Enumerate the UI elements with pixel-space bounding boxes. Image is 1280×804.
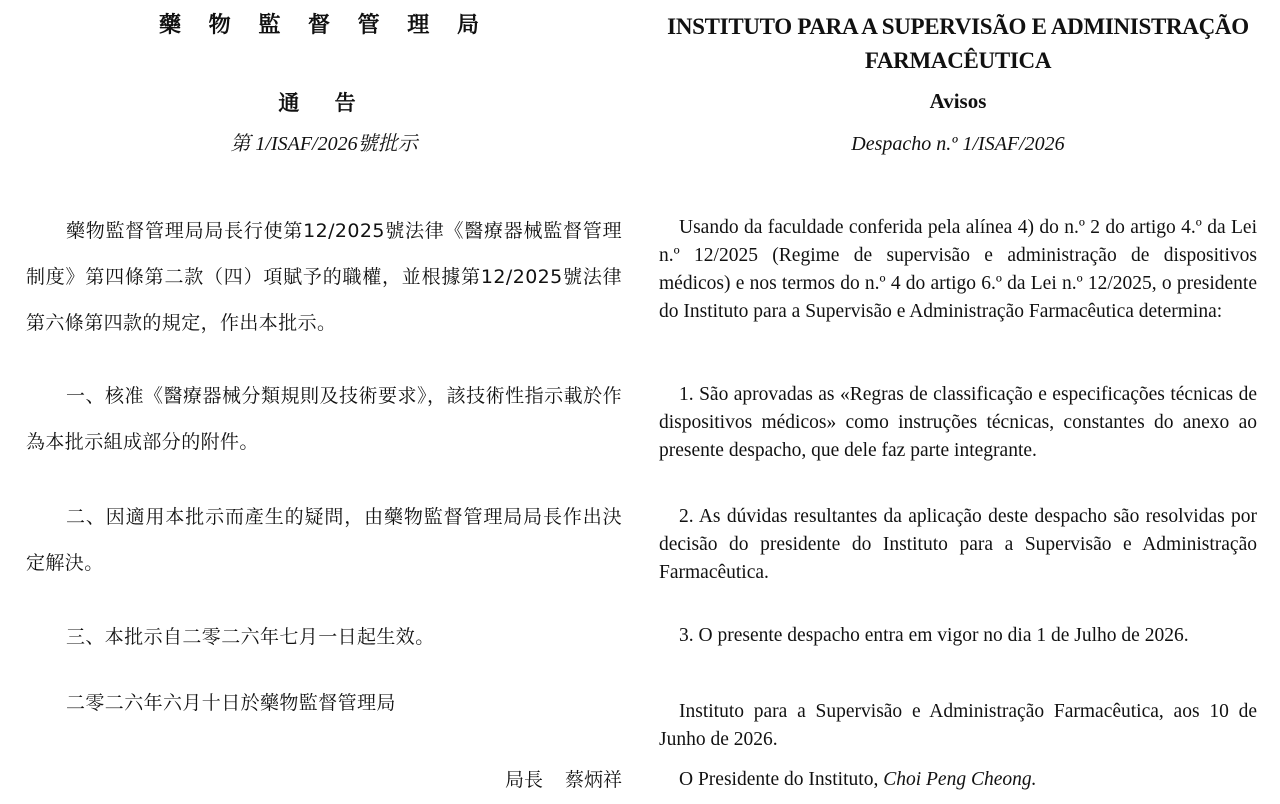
zh-signature [26,766,622,794]
pt-organization-title: INSTITUTO PARA A SUPERVISÃO E ADMINISTRAÇÃO FARMACÊUTICA [667,14,1249,73]
zh-paragraph-item-1: 一、核准《醫療器械分類規則及技術要求》，該技術性指示載於作為本批示組成部分的附件。 [26,385,622,453]
portuguese-column [659,0,1257,804]
zh-organization-title: 藥 物 監 督 管 理 局 [159,13,489,38]
chinese-column [26,0,622,804]
zh-signature-name: 蔡炳祥 [564,769,622,791]
pt-signature-title: O Presidente do Instituto, [679,769,879,790]
zh-signature-title: 局長 [504,769,543,791]
zh-notice-heading: 通 告 [278,91,370,115]
zh-paragraph-preamble: 藥物監督管理局局長行使第12/2025號法律《醫療器械監督管理制度》第四條第二款（四）項賦予的職權，並根據第12/2025號法律第六條第四款的規定，作出本批示。 [26,220,622,334]
pt-signature-name: Choi Peng Cheong. [883,769,1037,790]
pt-paragraph-item-3: 3. O presente despacho entra em vigor no dia 1 de Julho de 2026. [679,625,1189,646]
zh-paragraph-item-3: 三、本批示自二零二六年七月一日起生效。 [66,626,435,648]
pt-paragraph-item-2: 2. As dúvidas resultantes da aplicação deste despacho são resolvidas por decisão do presidente do Instituto para a Supervisão e Administração Farmacêutica. [659,506,1257,583]
pt-paragraph-preamble: Usando da faculdade conferida pela alínea 4) do n.º 2 do artigo 4.º da Lei n.º 12/2025 (Regime de supervisão e administração de dispositivos médicos) e nos termos do n.º 4 do artigo 6.º da Lei n.º 12/2025, o presidente do Instituto para a Supervisão e Administração Farmacêutica determina: [659,217,1257,322]
zh-dispatch-reference: 第 1/ISAF/2026號批示 [230,133,418,155]
pt-place-date: Instituto para a Supervisão e Administração Farmacêutica, aos 10 de Junho de 2026. [659,701,1257,750]
pt-signature [659,766,1257,794]
pt-notice-heading: Avisos [929,89,987,113]
zh-paragraph-item-2: 二、因適用本批示而產生的疑問，由藥物監督管理局局長作出決定解決。 [26,506,622,574]
pt-dispatch-reference: Despacho n.º 1/ISAF/2026 [851,133,1065,155]
zh-place-date: 二零二六年六月十日於藥物監督管理局 [66,692,396,714]
pt-paragraph-item-1: 1. São aprovadas as «Regras de classificação e especificações técnicas de dispositivos médicos» como instruções técnicas, constantes do anexo ao presente despacho, que dele faz parte integrante. [659,384,1257,461]
